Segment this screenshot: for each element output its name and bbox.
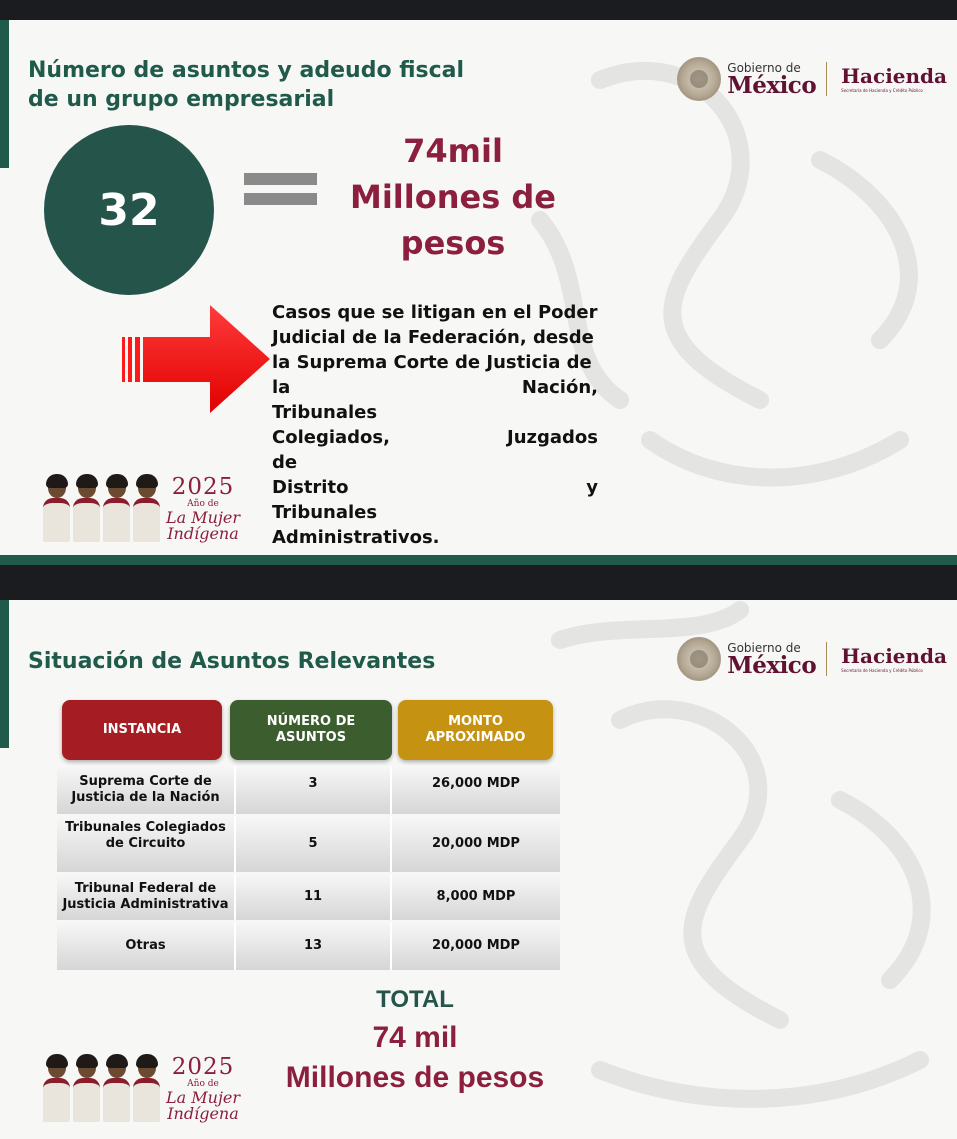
logo-divider xyxy=(826,642,827,676)
description-word: la Nación, Tribunales xyxy=(272,377,598,423)
hacienda-wordmark xyxy=(841,643,947,673)
description-line: Colegiados, Juzgados de xyxy=(272,427,598,473)
slide-title: Situación de Asuntos Relevantes xyxy=(28,649,436,674)
year-logo-text xyxy=(166,476,240,542)
year-la-mujer: La Mujer xyxy=(166,508,241,527)
description-line xyxy=(272,375,598,425)
year-indigena: Indígena xyxy=(167,1104,239,1123)
table-row xyxy=(57,816,560,872)
gobierno-mexico-hacienda-logo xyxy=(677,57,947,101)
cases-count: 32 xyxy=(98,184,160,236)
accent-bar xyxy=(0,20,9,168)
table-row xyxy=(57,874,560,920)
national-seal-icon xyxy=(677,57,721,101)
total-label: TOTAL xyxy=(376,986,454,1013)
right-arrow-icon xyxy=(122,305,270,413)
hacienda-subtitle: Secretaría de Hacienda y Crédito Público xyxy=(841,87,923,93)
indigenous-women-illustration xyxy=(42,470,162,542)
year-number: 2025 xyxy=(171,474,235,500)
slide-adeudo-fiscal xyxy=(0,20,957,565)
debt-amount-value: 74mil xyxy=(403,132,503,170)
year-logo-text xyxy=(166,1056,240,1122)
debt-amount-unit-1: Millones de xyxy=(349,178,556,216)
year-indigena: Indígena xyxy=(167,524,239,543)
gobierno-de-text: Gobierno de xyxy=(727,60,801,75)
slide-title: Número de asuntos y adeudo fiscal de un grupo empresarial xyxy=(28,58,465,112)
cell-instancia: Otras xyxy=(57,922,236,970)
year-ano-de: Año de xyxy=(187,499,219,509)
table-header-instancia: INSTANCIA xyxy=(62,700,222,760)
year-mujer-indigena-logo xyxy=(42,470,240,542)
national-seal-icon xyxy=(677,637,721,681)
table-row xyxy=(57,922,560,970)
hacienda-text: Hacienda xyxy=(841,63,947,88)
hacienda-subtitle: Secretaría de Hacienda y Crédito Público xyxy=(841,667,923,673)
cell-monto: 26,000 MDP xyxy=(392,766,560,814)
cell-monto: 8,000 MDP xyxy=(392,874,560,920)
bottom-accent-stripe xyxy=(0,555,957,565)
logo-divider xyxy=(826,62,827,96)
cell-numero: 11 xyxy=(236,874,392,920)
indigenous-women-illustration xyxy=(42,1050,162,1122)
total-unit: Millones de pesos xyxy=(285,1061,545,1094)
year-la-mujer: La Mujer xyxy=(166,1088,241,1107)
year-ano-de: Año de xyxy=(187,1079,219,1089)
header-label: NÚMERO DE ASUNTOS xyxy=(266,714,356,745)
description-line: Judicial de la Federación, desde xyxy=(272,327,594,348)
slide-asuntos-relevantes xyxy=(0,600,957,1139)
header-label: MONTO APROXIMADO xyxy=(425,714,526,745)
total-amount: 74 mil xyxy=(372,1021,458,1054)
table-row xyxy=(57,766,560,814)
description-line: Distrito y Tribunales xyxy=(272,477,598,523)
mexico-text: México xyxy=(727,71,817,99)
cell-numero: 13 xyxy=(236,922,392,970)
gobierno-mexico-hacienda-logo xyxy=(677,637,947,681)
gobierno-de-text: Gobierno de xyxy=(727,640,801,655)
cell-numero: 3 xyxy=(236,766,392,814)
hacienda-text: Hacienda xyxy=(841,643,947,668)
cell-instancia: Tribunal Federal de Justicia Administrativa xyxy=(57,874,236,920)
debt-amount-unit-2: pesos xyxy=(400,224,506,262)
total-block xyxy=(270,985,560,1098)
cases-count-circle xyxy=(44,125,214,295)
hacienda-wordmark xyxy=(841,63,947,93)
year-mujer-indigena-logo xyxy=(42,1050,240,1122)
cases-description xyxy=(272,300,598,550)
year-number: 2025 xyxy=(171,1054,235,1080)
equals-sign-icon xyxy=(244,173,317,213)
description-line: Casos que se litigan en el Poder xyxy=(272,302,598,323)
gobierno-mexico-wordmark xyxy=(727,642,816,677)
mexico-text: México xyxy=(727,651,817,679)
debt-amount xyxy=(338,128,568,266)
description-line: Administrativos. xyxy=(272,527,440,548)
accent-bar xyxy=(0,600,9,748)
gobierno-mexico-wordmark xyxy=(727,62,816,97)
cell-numero: 5 xyxy=(236,816,392,872)
table-header-monto xyxy=(398,700,553,760)
table-header-numero-asuntos xyxy=(230,700,392,760)
cell-instancia: Suprema Corte de Justicia de la Nación xyxy=(57,766,236,814)
cell-monto: 20,000 MDP xyxy=(392,816,560,872)
cell-instancia: Tribunales Colegiados de Circuito xyxy=(57,816,236,872)
cell-monto: 20,000 MDP xyxy=(392,922,560,970)
description-line: la Suprema Corte de Justicia de xyxy=(272,352,592,373)
